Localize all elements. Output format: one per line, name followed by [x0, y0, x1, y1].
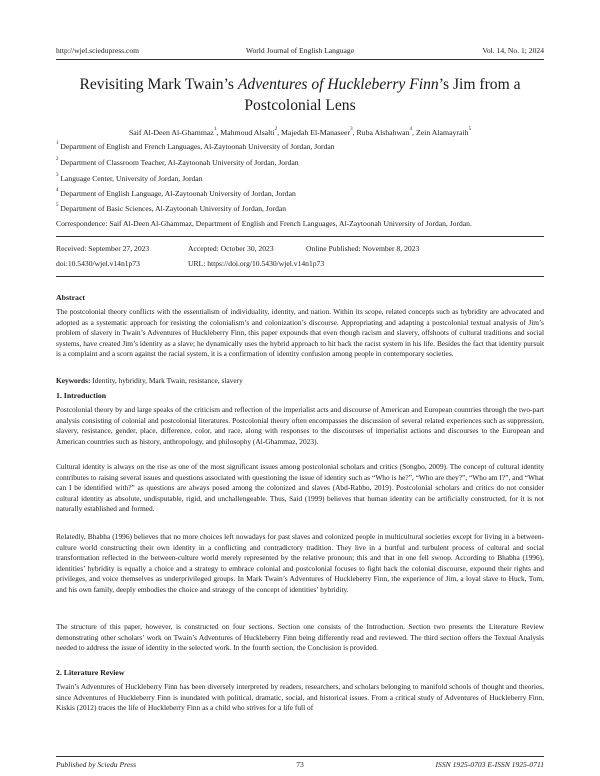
affiliation-2: $^2$ Department of Classroom Teacher, Al-Zaytoonah University of Jordan, Jordan	[56, 157, 299, 167]
article-title	[60, 74, 540, 116]
page-footer	[56, 760, 544, 772]
dates-row	[56, 244, 544, 256]
correspondence: Correspondence: Saif Al-Deen Al-Ghammaz, Department of English and French Languages, Al-Zaytoonah University of Jordan, Jordan.	[56, 219, 472, 228]
author: Zein Alamayraih$^5$	[415, 127, 472, 137]
author: Ruba Alshahwan$^4$,	[356, 127, 416, 137]
section-2-heading: 2. Literature Review	[56, 668, 125, 677]
lit-review-paragraph-1: Twain’s Adventures of Huckleberry Finn has been diversely interpreted by readers, researchers, and scholars belonging to manifold schools of thought and theories, since Adventures of Huckleberry Finn is inundated with political, dramatic, social, and historical issues. From a critical study of Adventures of Huckleberry Finn, Kiskis (2012) traces the life of Huckleberry Finn as a child who strives for a life full of	[56, 682, 544, 713]
intro-paragraph-2: Cultural identity is always on the rise as one of the most significant issues among postcolonial scholars and critics (Songbo, 2009). The concept of cultural identity contributes to raising several issues and questions associated with questioning the issue of identity such as “Who is he?”, “Who are they?”, “Who am I?”, and “What can I be identified with?” as questions are always posed among the colonized and slaves (Abd-Rabbo, 2019). Postcolonial scholars and critics do not consider cultural identity as absolute, undisputable, rigid, and unchallengeable. Thus, Said (1999) believes that human identity can be artificially constructed, for it is not naturally established and formed.	[56, 462, 544, 514]
affiliation-1: $^1$ Department of English and French Languages, Al-Zaytoonah University of Jordan, Jordan	[56, 141, 335, 151]
affiliation-4: $^4$ Department of English Language, Al-Zaytoonah University of Jordan, Jordan	[56, 188, 296, 198]
affiliation-divider	[56, 236, 544, 237]
published-date: Online Published: November 8, 2023	[306, 244, 420, 253]
author: Majedah El-Manaseer$^3$,	[281, 127, 357, 137]
journal-name: World Journal of English Language	[245, 46, 355, 55]
section-1-heading: 1. Introduction	[56, 391, 107, 400]
affiliation-3: $^3$ Language Center, University of Jordan, Jordan	[56, 173, 203, 183]
author-list	[56, 128, 544, 137]
title-italic: Adventures of Huckleberry Finn	[237, 76, 439, 93]
doi-row	[56, 259, 544, 271]
abstract-heading: Abstract	[56, 293, 86, 302]
title-part-2: ’s Jim from a Postcolonial Lens	[244, 76, 521, 114]
doi-url[interactable]: URL: https://doi.org/10.5430/wjel.v14n1p73	[188, 259, 325, 268]
journal-url[interactable]: http://wjel.sciedupress.com	[56, 46, 140, 55]
received-date: Received: September 27, 2023	[56, 244, 150, 253]
page-number: 73	[296, 760, 304, 769]
keywords-label: Keywords:	[56, 376, 93, 385]
running-header	[56, 46, 544, 58]
author: Saif Al-Deen Al-Ghammaz$^1$,	[128, 127, 221, 137]
title-part-1: Revisiting Mark Twain’s	[79, 76, 238, 93]
doi: doi:10.5430/wjel.v14n1p73	[56, 259, 140, 268]
abstract-text: The postcolonial theory conflicts with the essentialism of individuality, identity, and nation. Within its scope, related concepts such as hybridity are advocated and adopted as a systematic approach for resisting the colonialism’s and colonization’s discourse. Appropriating and adapting a postcolonial textual analysis of Jim’s problem of slavery in Twain’s Adventures of Huckleberry Finn, this paper expounds that even though racism and slavery, offshoots of cultural traditions and social systems, have created Jim’s identity as a slave; he dynamically uses the hybrid approach to hit back the racist system in his life. Besides the fact that identity pursuit is a complaint and a scorn against the racial system, it is a confirmation of identity confusion among people in contemporary societies.	[56, 307, 544, 359]
affiliation-5: $^5$ Department of Basic Sciences, Al-Zaytoonah University of Jordan, Jordan	[56, 203, 287, 213]
footer-divider	[56, 756, 544, 757]
intro-paragraph-3: Relatedly, Bhabha (1996) believes that no more choices left nowadays for past slaves and colonized people in multicultural societies except for living in a between-culture world constructing their own identity in a conflicting and contradictory tradition. They live in a hurtful and turbulent process of cultural and social transformation reflected in the between-culture world merely represented by the relative pronoun; this and that in one fell swoop. According to Bhabha (1996), identities’ hybridity is equally a choice and a strategy to embrace colonial and postcolonial focuses to fight back the colonial discourse, expound their rights and privileges, and voice themselves as underprivileged groups. In Mark Twain’s Adventures of Huckleberry Finn, the experience of Jim, a loyal slave to Huck, Tom, and his own family, deeply embodies the choice and strategy of the concept of identities’ hybridity.	[56, 532, 544, 594]
author: Mahmoud Alsalti$^2$,	[220, 127, 281, 137]
volume-info: Vol. 14, No. 1; 2024	[482, 46, 544, 55]
intro-paragraph-1: Postcolonial theory by and large speaks of the criticism and reflection of the imperialist acts and discourse of American and European countries through the two-part analysis consisting of colonial and postcolonial literatures. Postcolonial theory often encompasses the discussion of several related experiences such as suppression, slavery, resistance, gender, place, difference, color, and race, along with responses to the discourses of imperialist actions and discourses to the European and American countries such as history, anthropology, and philosophy (Al-Ghammaz, 2023).	[56, 405, 544, 446]
issn: ISSN 1925-0703 E-ISSN 1925-0711	[435, 760, 544, 769]
publisher: Published by Sciedu Press	[56, 760, 137, 769]
dates-divider	[56, 276, 544, 277]
header-divider	[56, 59, 544, 60]
accepted-date: Accepted: October 30, 2023	[188, 244, 274, 253]
keywords	[56, 376, 544, 386]
keywords-text: Identity, hybridity, Mark Twain, resistance, slavery	[92, 376, 243, 385]
intro-paragraph-4: The structure of this paper, however, is constructed on four sections. Section one consists of the Introduction. Section two presents the Literature Review demonstrating other scholars’ work on Twain’s Adventures of Huckleberry Finn being differently read and reviewed. The third section offers the Textual Analysis needed to address the issue of identity in the selected work. In the fourth section, the Conclusion is provided.	[56, 622, 544, 653]
